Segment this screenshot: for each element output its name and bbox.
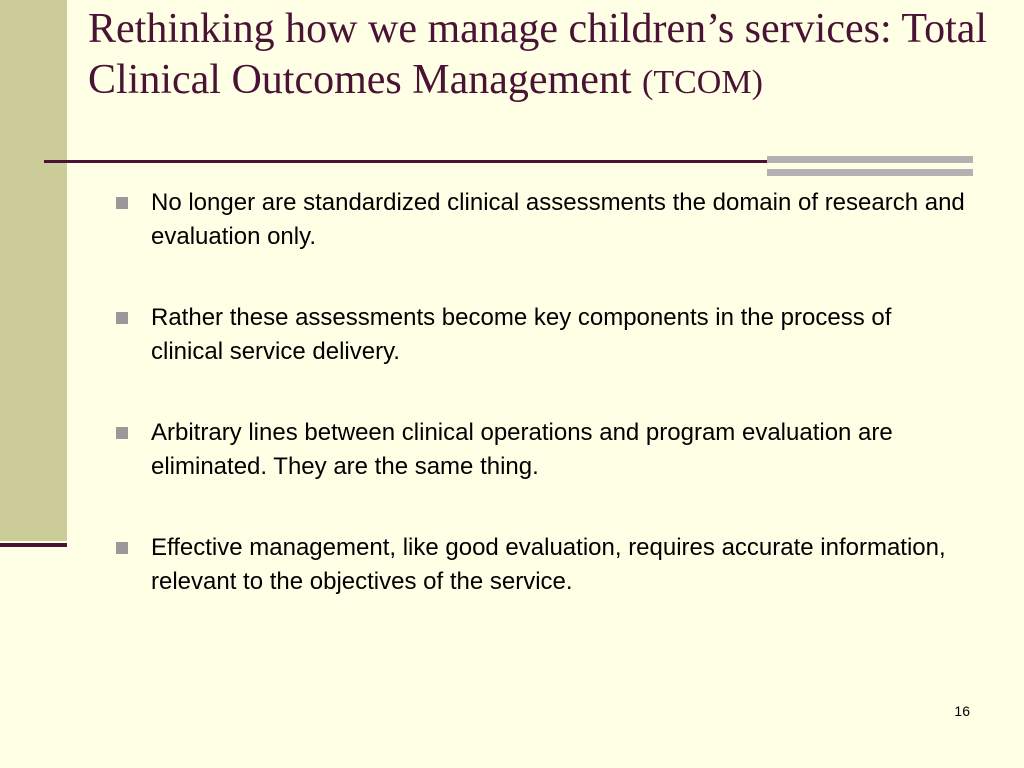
bullet-text: Rather these assessments become key components in the process of clinical service delivery. bbox=[151, 304, 892, 365]
bullet-item bbox=[116, 301, 966, 369]
page-number: 16 bbox=[954, 703, 970, 719]
bullet-item bbox=[116, 416, 966, 484]
bullet-list bbox=[116, 186, 966, 646]
square-bullet-icon bbox=[116, 542, 128, 554]
sidebar-underline bbox=[0, 543, 67, 547]
square-bullet-icon bbox=[116, 427, 128, 439]
accent-bar-top bbox=[767, 156, 973, 163]
square-bullet-icon bbox=[116, 197, 128, 209]
left-sidebar-decoration bbox=[0, 0, 67, 541]
bullet-text: No longer are standardized clinical assessments the domain of research and evaluation only. bbox=[151, 189, 965, 250]
title-accent-bars bbox=[767, 156, 973, 176]
slide-title bbox=[88, 4, 988, 108]
bullet-text: Effective management, like good evaluation, requires accurate information, relevant to the objectives of the service. bbox=[151, 534, 946, 595]
bullet-text: Arbitrary lines between clinical operations and program evaluation are eliminated. They are the same thing. bbox=[151, 419, 893, 480]
title-suffix: (TCOM) bbox=[642, 64, 763, 101]
square-bullet-icon bbox=[116, 312, 128, 324]
accent-bar-bottom bbox=[767, 169, 973, 176]
bullet-item bbox=[116, 186, 966, 254]
bullet-item bbox=[116, 531, 966, 599]
title-main: Rethinking how we manage children’s services: Total Clinical Outcomes Management bbox=[88, 6, 988, 103]
